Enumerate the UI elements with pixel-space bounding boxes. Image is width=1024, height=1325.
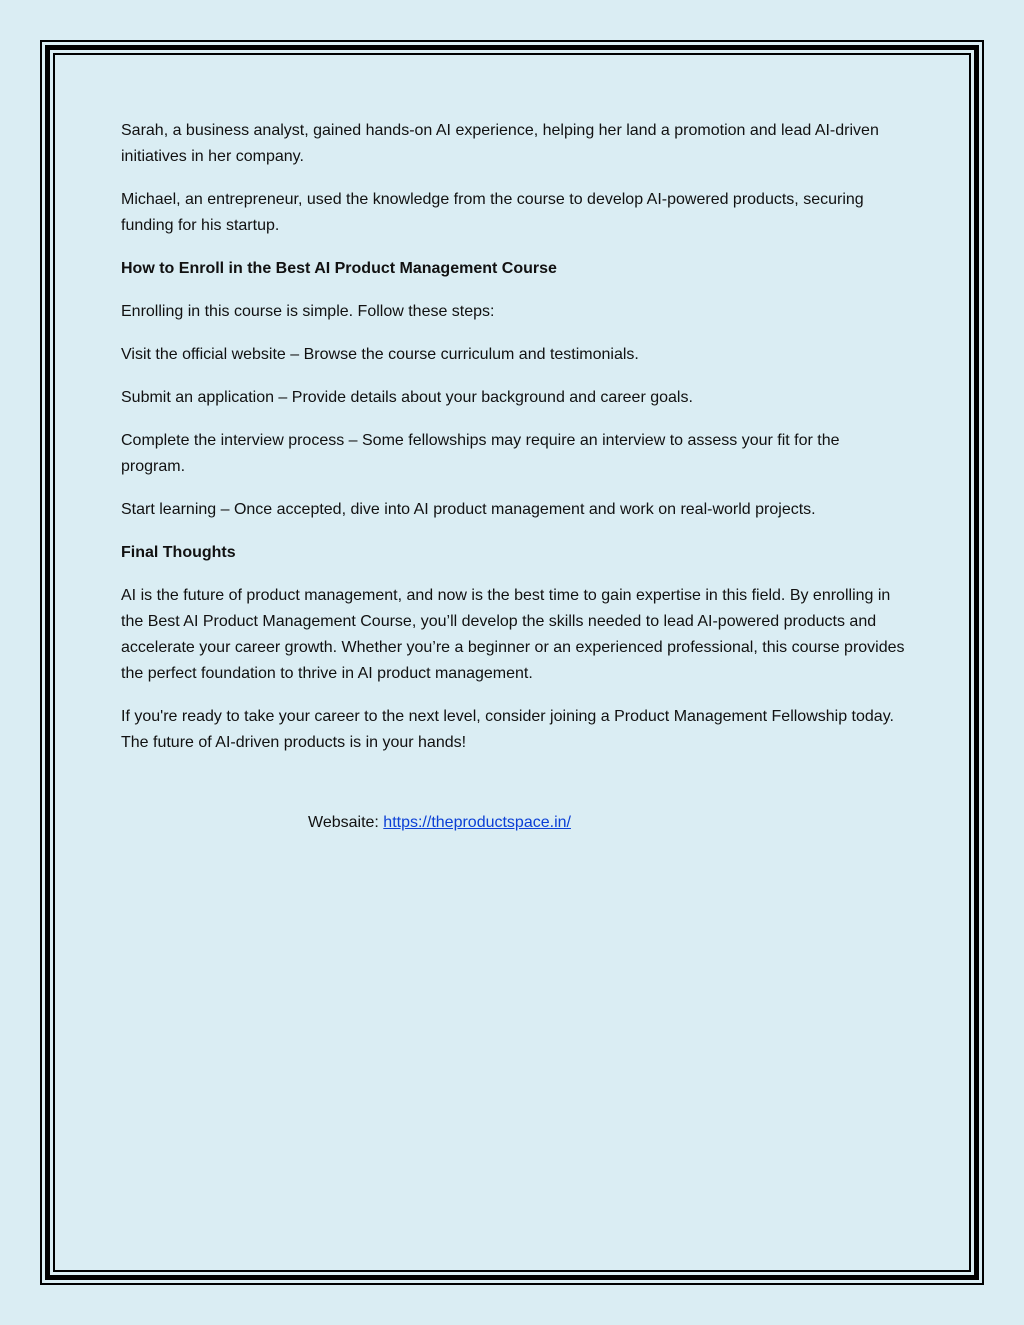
testimonial-michael: Michael, an entrepreneur, used the knowledge from the course to develop AI-powered products, securing funding for his startup. xyxy=(121,191,864,234)
enroll-step-visit: Visit the official website – Browse the course curriculum and testimonials. xyxy=(121,346,639,363)
website-label: Websaite: xyxy=(308,814,384,831)
enroll-step-submit: Submit an application – Provide details about your background and career goals. xyxy=(121,389,693,406)
call-to-action-paragraph: If you're ready to take your career to the next level, consider joining a Product Management Fellowship today. The future of AI-driven products is in your hands! xyxy=(121,708,894,751)
website-link[interactable]: https://theproductspace.in/ xyxy=(383,814,571,831)
enroll-step-interview: Complete the interview process – Some fellowships may require an interview to assess your fit for the program. xyxy=(121,432,840,475)
section-heading-final-thoughts: Final Thoughts xyxy=(121,544,236,561)
website-line xyxy=(308,810,571,836)
final-thoughts-paragraph: AI is the future of product management, and now is the best time to gain expertise in this field. By enrolling in the Best AI Product Management Course, you’ll develop the skills needed to lead AI-powered products and accelerate your career growth. Whether you’re a beginner or an experienced professional, this course provides the perfect foundation to thrive in AI product management. xyxy=(121,587,905,682)
testimonial-sarah: Sarah, a business analyst, gained hands-on AI experience, helping her land a promotion and lead AI-driven initiatives in her company. xyxy=(121,122,879,165)
enroll-step-learning: Start learning – Once accepted, dive into AI product management and work on real-world projects. xyxy=(121,501,816,518)
document-body xyxy=(121,118,906,773)
enroll-intro: Enrolling in this course is simple. Follow these steps: xyxy=(121,303,495,320)
section-heading-enroll: How to Enroll in the Best AI Product Management Course xyxy=(121,260,557,277)
